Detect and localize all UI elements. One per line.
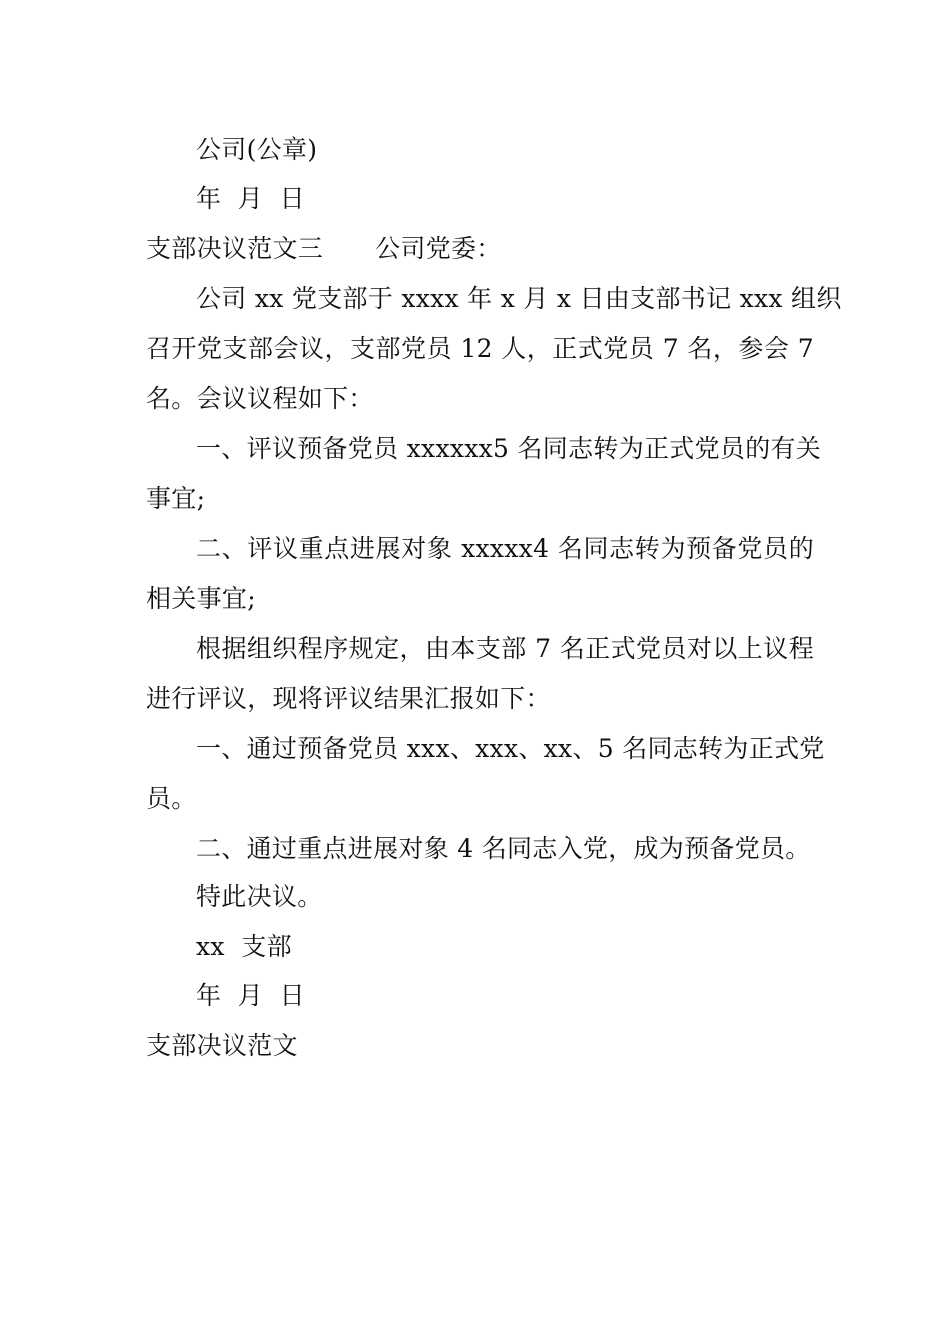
date-line: 年 月 日 — [196, 981, 305, 1010]
section-heading-line: 支部决议范文 — [146, 1031, 298, 1060]
result-item-line: 一、通过预备党员 xxx、xxx、xx、5 名同志转为正式党 — [196, 734, 825, 763]
paragraph-line: 公司 xx 党支部于 xxxx 年 x 月 x 日由支部书记 xxx 组织 — [196, 284, 842, 313]
section-heading-line — [146, 224, 814, 274]
date-line: 年 月 日 — [196, 184, 305, 213]
agenda-item-line: 相关事宜; — [146, 584, 256, 613]
agenda-item-line: 二、评议重点进展对象 xxxxx4 名同志转为预备党员的 — [196, 534, 814, 563]
result-item-line: 二、通过重点进展对象 4 名同志入党，成为预备党员。 — [196, 834, 811, 863]
section-title: 支部决议范文三 — [146, 234, 324, 263]
agenda-item-line: 事宜; — [146, 484, 206, 513]
paragraph-line: 名。会议议程如下： — [146, 384, 374, 413]
agenda-item-line: 一、评议预备党员 xxxxxx5 名同志转为正式党员的有关 — [196, 434, 822, 463]
paragraph-line: 进行评议，现将评议结果汇报如下： — [146, 684, 551, 713]
branch-signature-line: xx 支部 — [196, 932, 292, 961]
paragraph-line: 召开党支部会议，支部党员 12 人，正式党员 7 名，参会 7 — [146, 334, 814, 363]
closing-line: 特此决议。 — [196, 882, 323, 911]
company-seal-line: 公司(公章) — [196, 135, 318, 164]
addressee: 公司党委： — [375, 234, 502, 263]
result-item-line: 员。 — [146, 784, 197, 813]
paragraph-line: 根据组织程序规定，由本支部 7 名正式党员对以上议程 — [196, 634, 814, 663]
